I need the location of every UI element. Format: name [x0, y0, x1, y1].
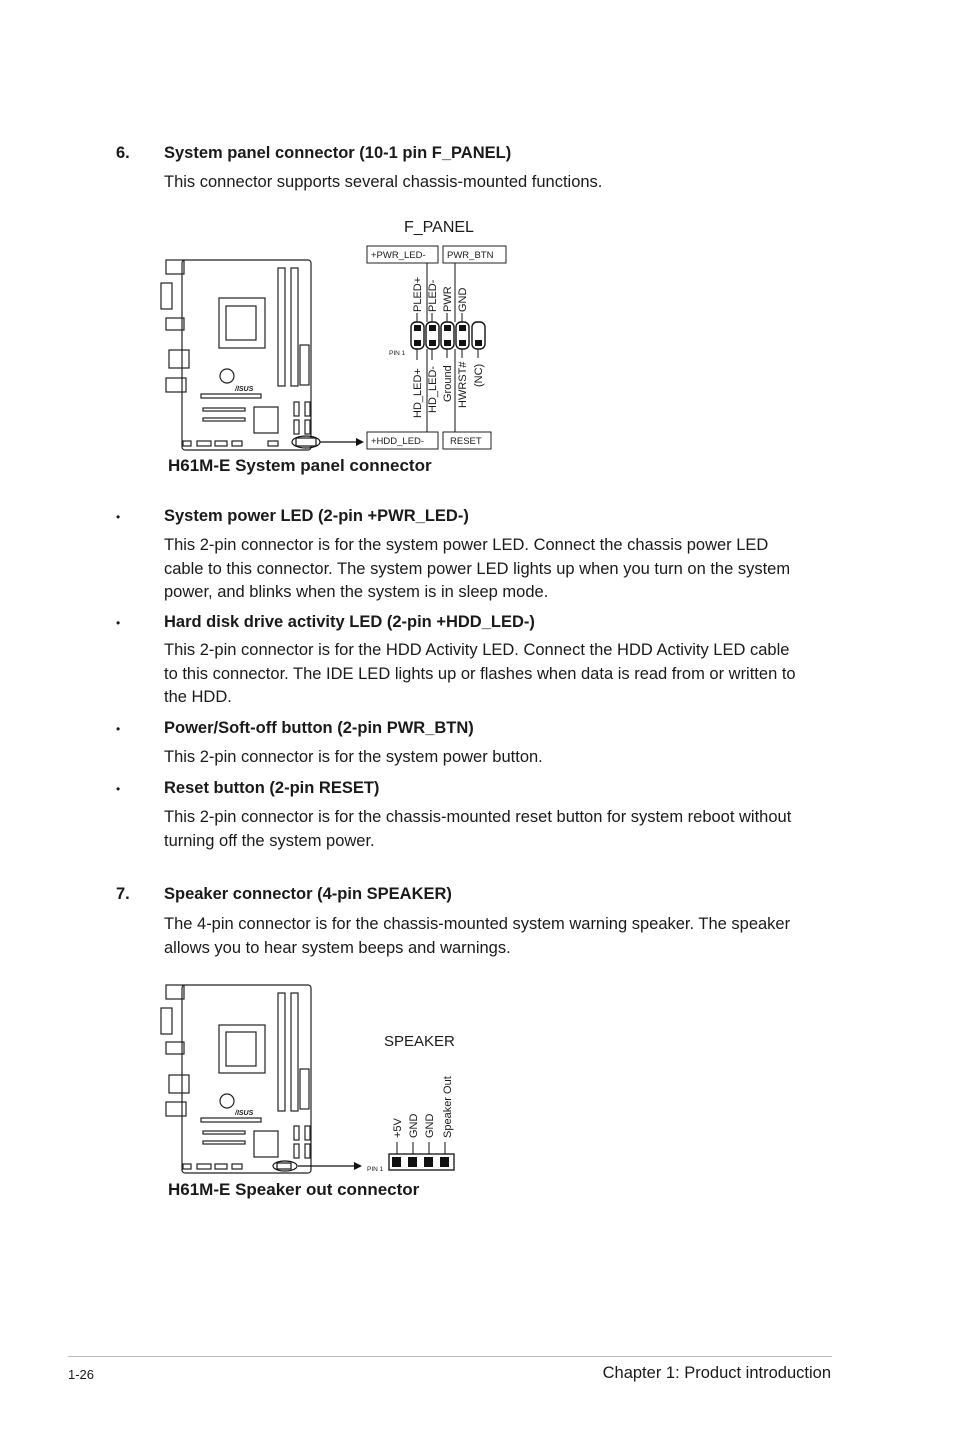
text-line: The 4-pin connector is for the chassis-mounted system warning speaker. The speaker [164, 915, 791, 933]
hdd-led-label: +HDD_LED- [371, 436, 425, 447]
motherboard-outline [161, 985, 311, 1173]
bullet-marker: • [116, 722, 121, 736]
pin-label-ground: Ground [442, 365, 454, 402]
speaker-arrow-head [354, 1162, 362, 1170]
bullet-title-pwr-led: System power LED (2-pin +PWR_LED-) [164, 507, 469, 525]
pin-label-hwrst: HWRST# [457, 361, 469, 408]
speaker-diagram [150, 975, 480, 1185]
pin-label-gnd-2: GND [424, 1113, 436, 1138]
pin-label-speaker-out: Speaker Out [442, 1076, 454, 1138]
bullet-text-pwr-btn [164, 746, 543, 770]
text-line: This 2-pin connector is for the HDD Activity LED. Connect the HDD Activity LED cable [164, 641, 790, 659]
text-line: cable to this connector. The system power LED lights up when you turn on the system [164, 559, 791, 578]
pin-label-nc: (NC) [473, 363, 485, 387]
pwr-btn-label: PWR_BTN [447, 250, 494, 261]
section-6-intro: This connector supports several chassis-mounted functions. [164, 173, 603, 191]
bullet-text-hdd-led [164, 639, 796, 710]
text-line: This 2-pin connector is for the system power button. [164, 748, 543, 766]
bullet-marker: • [116, 616, 121, 630]
fpanel-diagram [150, 210, 530, 490]
fpanel-location-marker [296, 438, 316, 446]
footer-divider [68, 1356, 832, 1357]
bullet-title-pwr-btn: Power/Soft-off button (2-pin PWR_BTN) [164, 719, 474, 737]
motherboard-outline [161, 260, 311, 450]
text-line: This 2-pin connector is for the chassis-mounted reset button for system reboot without [164, 808, 792, 826]
pin-label-gnd-1: GND [408, 1113, 420, 1138]
bullet-title-hdd-led: Hard disk drive activity LED (2-pin +HDD_LED-) [164, 613, 535, 631]
page-number: 1-26 [68, 1367, 95, 1382]
text-line: power, and blinks when the system is in sleep mode. [164, 583, 549, 601]
chapter-title: Chapter 1: Product introduction [602, 1364, 831, 1382]
section-7-number: 7. [116, 885, 130, 903]
section-6-title: System panel connector (10-1 pin F_PANEL) [164, 144, 512, 162]
fpanel-arrow-head [356, 438, 364, 446]
reset-label: RESET [450, 436, 482, 447]
bullet-title-reset: Reset button (2-pin RESET) [164, 779, 380, 797]
bullet-text-pwr-led [164, 534, 790, 605]
pwr-led-label: +PWR_LED- [371, 250, 426, 261]
pin-label-pled-minus: PLED- [427, 279, 439, 312]
text-line: allows you to hear system beeps and warnings. [164, 938, 511, 957]
bullet-text-reset [164, 806, 791, 853]
pin-label-pwr: PWR [442, 286, 454, 312]
fpanel-caption: H61M-E System panel connector [168, 456, 432, 475]
board-logo: /ISUS [235, 386, 254, 393]
board-logo: /ISUS [235, 1110, 254, 1117]
speaker-location-marker [277, 1163, 291, 1169]
speaker-caption: H61M-E Speaker out connector [168, 1180, 420, 1199]
speaker-header: SPEAKER [384, 1033, 455, 1050]
bullet-marker: • [116, 510, 121, 524]
section-6-number: 6. [116, 144, 130, 162]
text-line: This 2-pin connector is for the system power LED. Connect the chassis power LED [164, 536, 769, 554]
pin-label-pled-plus: PLED+ [412, 276, 424, 312]
speaker-leads [397, 1142, 445, 1154]
fpanel-pin-header [411, 322, 485, 349]
pin-label-hd-led-plus: HD_LED+ [412, 368, 424, 418]
speaker-pin1-label: PIN 1 [367, 1166, 384, 1173]
fpanel-pin1-label: PIN 1 [389, 350, 406, 357]
section-7-title: Speaker connector (4-pin SPEAKER) [164, 885, 452, 903]
fpanel-header: F_PANEL [404, 219, 474, 236]
bullet-marker: • [116, 782, 121, 796]
pin-label-gnd: GND [457, 287, 469, 312]
text-line: turning off the system power. [164, 831, 375, 850]
pin-label-5v: +5V [392, 1118, 404, 1138]
text-line: the HDD. [164, 688, 232, 706]
text-line: to this connector. The IDE LED lights up or flashes when data is read from or written to [164, 664, 796, 683]
section-7-text [164, 913, 790, 960]
pin-label-hd-led-minus: HD_LED- [427, 365, 439, 413]
